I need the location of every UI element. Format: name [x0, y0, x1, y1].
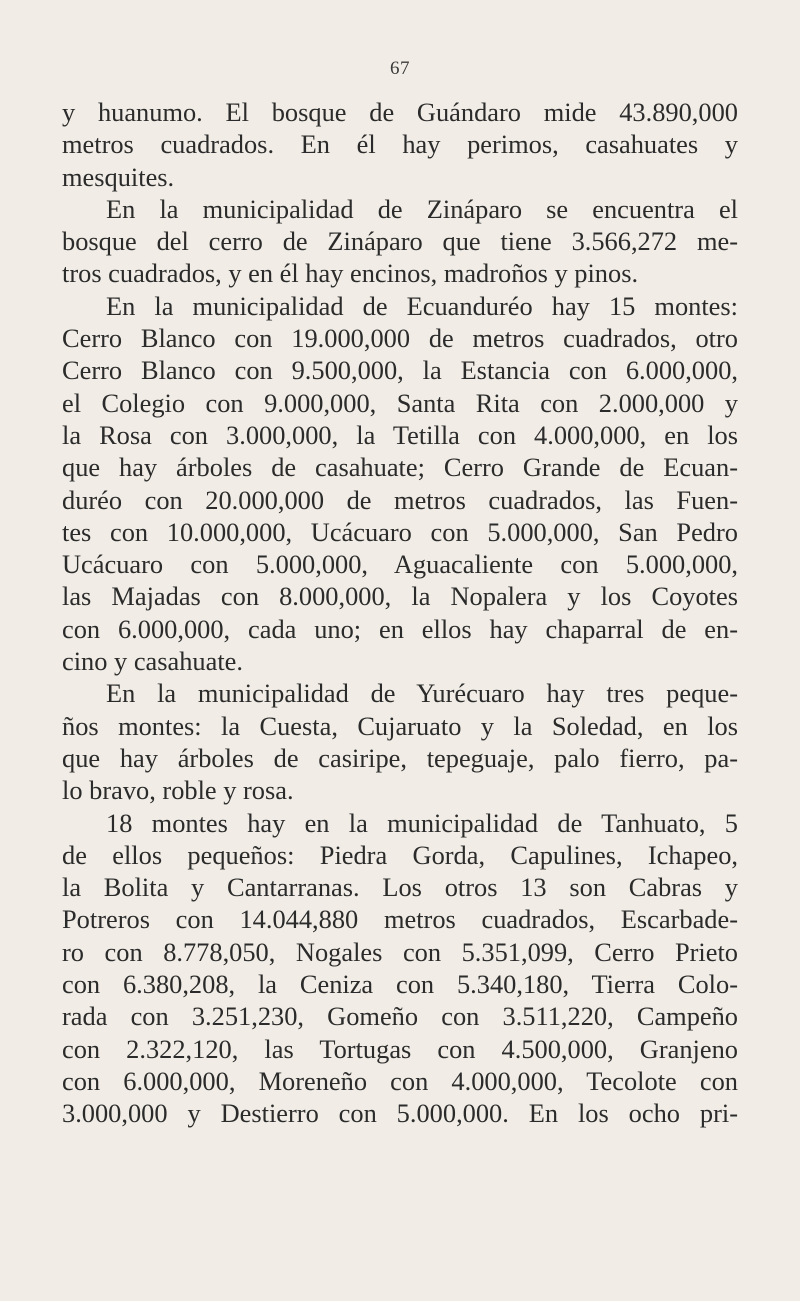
text-line: 3.000,000 y Destierro con 5.000,000. En los ocho pri-	[62, 1098, 738, 1129]
text-line: lo bravo, roble y rosa.	[62, 775, 294, 806]
text-line: y huanumo. El bosque de Guándaro mide 43.890,000	[62, 97, 738, 127]
text-line: que hay árboles de casiripe, tepeguaje, palo fierro, pa-	[62, 742, 738, 773]
text-line: metros cuadrados. En él hay perimos, casahuates y	[62, 129, 738, 160]
text-line: Potreros con 14.044,880 metros cuadrados, Escarbade-	[62, 904, 738, 935]
text-line: la Rosa con 3.000,000, la Tetilla con 4.000,000, en los	[62, 419, 738, 450]
text-line: bosque del cerro de Zináparo que tiene 3.566,272 me-	[62, 226, 738, 257]
text-line: tros cuadrados, y en él hay encinos, madroños y pinos.	[62, 258, 639, 289]
text-line: que hay árboles de casahuate; Cerro Grande de Ecuan-	[62, 452, 738, 483]
text-line: En la municipalidad de Zináparo se encuentra el	[106, 193, 738, 224]
text-line: mesquites.	[62, 161, 175, 192]
text-line: rada con 3.251,230, Gomeño con 3.511,220, Campeño	[62, 1001, 738, 1032]
text-line: con 6.000,000, Moreneño con 4.000,000, Tecolote con	[62, 1065, 738, 1096]
text-line: 18 montes hay en la municipalidad de Tanhuato, 5	[106, 807, 738, 838]
text-line: ños montes: la Cuesta, Cujaruato y la Soledad, en los	[62, 710, 738, 741]
text-line: las Majadas con 8.000,000, la Nopalera y los Coyotes	[62, 581, 738, 612]
text-line: En la municipalidad de Ecuanduréo hay 15 montes:	[106, 290, 738, 321]
text-line: con 6.000,000, cada uno; en ellos hay chaparral de en-	[62, 613, 738, 644]
page-number: 67	[390, 58, 410, 79]
text-line: En la municipalidad de Yurécuaro hay tres peque-	[106, 678, 738, 709]
text-line: Cerro Blanco con 9.500,000, la Estancia con 6.000,000,	[62, 355, 738, 386]
body-text	[62, 96, 738, 1130]
text-line: cino y casahuate.	[62, 646, 243, 677]
text-line: duréo con 20.000,000 de metros cuadrados, las Fuen-	[62, 484, 738, 515]
text-line: Cerro Blanco con 19.000,000 de metros cuadrados, otro	[62, 323, 738, 354]
text-line: el Colegio con 9.000,000, Santa Rita con 2.000,000 y	[62, 387, 738, 418]
text-line: con 2.322,120, las Tortugas con 4.500,000, Granjeno	[62, 1033, 738, 1064]
text-line: con 6.380,208, la Ceniza con 5.340,180, Tierra Colo-	[62, 969, 738, 1000]
text-line: tes con 10.000,000, Ucácuaro con 5.000,000, San Pedro	[62, 516, 738, 547]
text-line: Ucácuaro con 5.000,000, Aguacaliente con 5.000,000,	[62, 549, 738, 580]
text-line: ro con 8.778,050, Nogales con 5.351,099, Cerro Prieto	[62, 936, 738, 967]
text-line: la Bolita y Cantarranas. Los otros 13 son Cabras y	[62, 872, 738, 903]
text-line: de ellos pequeños: Piedra Gorda, Capulines, Ichapeo,	[62, 839, 738, 870]
